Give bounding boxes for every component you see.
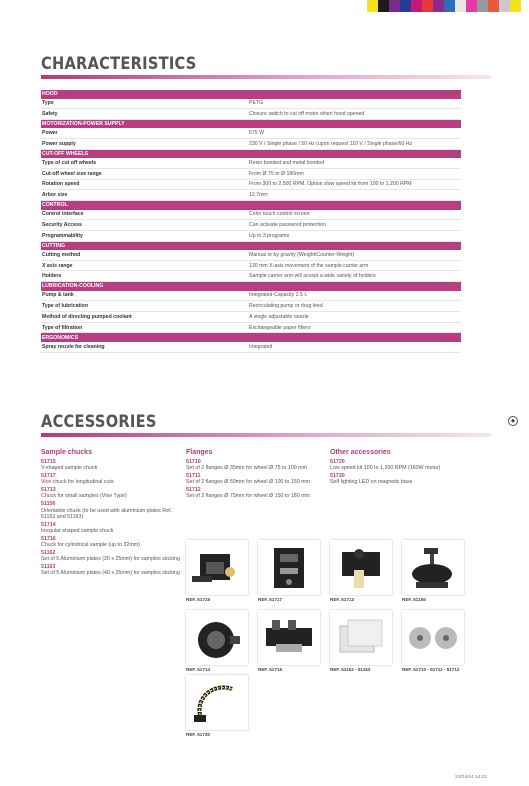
- color-swatch: [400, 0, 411, 12]
- accessories-underline: [41, 433, 491, 437]
- product-image: [402, 610, 464, 665]
- row-label: Pump & tank: [42, 292, 74, 299]
- accessory-desc: Set of 5 Aluminium plates (40 x 25mm) for samples sticking: [41, 570, 180, 577]
- row-label: Control interface: [42, 211, 84, 218]
- table-row: [41, 261, 461, 272]
- orientable-chuck-icon: [402, 540, 464, 595]
- accessory-item: [41, 522, 181, 535]
- accessory-ref: 51716: [41, 535, 56, 542]
- accessory-desc: Low speed kit 100 to 1,200 RPM (160W motor): [330, 465, 441, 472]
- row-label: Type of filtration: [42, 324, 83, 331]
- table-row: [41, 323, 461, 334]
- row-label: Cut-off wheel size range: [42, 170, 102, 177]
- led-lamp-icon: [186, 675, 248, 730]
- accessory-ref: 51713: [41, 487, 56, 494]
- table-row: [41, 220, 461, 231]
- row-value: 130 mm X-axis movement of the sample carrier arm: [249, 262, 369, 269]
- row-value: Integrated-Capacity 2.5 L: [249, 292, 308, 299]
- product-image: [258, 540, 320, 595]
- color-swatch: [411, 0, 422, 12]
- sample-chucks-title: Sample chucks: [41, 449, 92, 456]
- accessory-item: [186, 487, 316, 500]
- section-label: CONTROL: [42, 202, 68, 209]
- color-swatch: [378, 0, 389, 12]
- table-section-header: [41, 120, 461, 129]
- row-value: Can activate password protection: [249, 222, 326, 229]
- accessory-ref: 51730: [330, 473, 345, 480]
- row-label: Type: [42, 100, 54, 107]
- product-caption: REF. 51710 - 51711 - 51712: [402, 667, 460, 672]
- section-label: CUTTING: [42, 242, 66, 249]
- longitudinal-vice-icon: [258, 540, 320, 595]
- accessory-ref: 51712: [186, 487, 201, 494]
- row-label: Rotation speed: [42, 181, 80, 188]
- row-label: Cutting method: [42, 251, 81, 258]
- accessory-ref: 51162: [41, 549, 56, 556]
- flanges-list: [186, 459, 316, 501]
- table-section-header: [41, 201, 461, 210]
- table-section-header: [41, 242, 461, 251]
- accessory-desc: V-shaped sample chuck: [41, 465, 98, 472]
- irregular-chuck-icon: [186, 610, 248, 665]
- table-row: [41, 128, 461, 139]
- accessory-desc: Set of 2 flanges Ø 50mm for wheel Ø 100 to 150 mm: [186, 479, 310, 486]
- cylindrical-chuck-icon: [258, 610, 320, 665]
- row-label: Security Access: [42, 222, 82, 229]
- accessory-ref: 51720: [330, 459, 345, 465]
- table-row: [41, 190, 461, 201]
- other-accessories-list: [330, 459, 490, 487]
- accessory-desc: Self lighting LED on magnetic base: [330, 479, 413, 486]
- row-label: Arbor size: [42, 192, 68, 199]
- product-image: [330, 540, 392, 595]
- accessory-item: [41, 550, 181, 563]
- color-swatch: [367, 0, 378, 12]
- accessory-item: [186, 473, 316, 486]
- row-label: Safety: [42, 111, 58, 118]
- table-row: [41, 312, 461, 323]
- page-nav-icon[interactable]: ◆: [508, 416, 518, 426]
- accessory-desc: Chuck for small samples (Vise Type): [41, 493, 127, 500]
- accessory-desc: Set of 2 flanges Ø 35mm for wheel Ø 75 to 100 mm: [186, 465, 308, 472]
- product-caption: REF. 51715: [186, 597, 211, 602]
- accessory-item: [186, 459, 316, 472]
- accessory-desc: Orientable chuck (to be used with aluminium plates Ref. 51162 and 51163): [41, 507, 173, 520]
- product-caption: REF. 51162 - 51163: [330, 667, 371, 672]
- section-label: LUBRICATION-COOLING: [42, 283, 104, 290]
- product-caption: REF. 51156: [402, 597, 426, 602]
- color-swatch: [466, 0, 477, 12]
- table-row: [41, 342, 461, 353]
- row-value: Resin bonded and metal bonded: [249, 160, 324, 167]
- color-swatch: [477, 0, 488, 12]
- accessory-desc: Vice chuck for longitudinal cuts: [41, 479, 114, 486]
- product-image: [330, 610, 392, 665]
- flanges-title: Flanges: [186, 449, 213, 456]
- section-label: HOOD: [42, 91, 58, 98]
- characteristics-underline: [41, 75, 491, 79]
- product-image: [186, 675, 248, 730]
- row-label: Type of lubrication: [42, 303, 89, 310]
- footer-timestamp: 22/04/14 14:22: [455, 775, 488, 780]
- row-label: Method of directing pumped coolant: [42, 313, 132, 320]
- accessory-item: [41, 473, 181, 486]
- row-value: Recirculating pump or drug feed: [249, 303, 323, 310]
- table-row: [41, 139, 461, 150]
- row-label: Power supply: [42, 140, 76, 147]
- accessory-item: [41, 564, 181, 577]
- accessory-item: [41, 501, 181, 520]
- characteristics-table: [41, 90, 461, 353]
- table-row: [41, 210, 461, 221]
- table-row: [41, 291, 461, 302]
- product-image: [186, 610, 248, 665]
- product-image: [402, 540, 464, 595]
- row-value: 12.7mm: [249, 192, 268, 199]
- color-swatch: [499, 0, 510, 12]
- accessory-desc: Set of 2 flanges Ø 75mm for wheel Ø 150 to 180 mm: [186, 493, 310, 500]
- row-value: Color touch control screen: [249, 211, 310, 218]
- color-swatch: [389, 0, 400, 12]
- color-swatch: [444, 0, 455, 12]
- characteristics-title: CHARACTERISTICS: [41, 54, 197, 74]
- row-value: A single adjustable nozzle: [249, 313, 309, 320]
- accessory-ref: 51163: [41, 563, 56, 570]
- accessory-desc: Set of 5 Aluminium plates (20 x 25mm) for samples sticking: [41, 556, 180, 563]
- row-label: Holders: [42, 273, 62, 280]
- print-color-bar: [367, 0, 521, 12]
- accessory-desc: Irregular shaped sample chuck: [41, 527, 114, 534]
- row-label: Type of cut off wheels: [42, 160, 97, 167]
- vise-chuck-icon: [186, 540, 248, 595]
- small-sample-chuck-icon: [330, 540, 392, 595]
- accessory-ref: 51717: [41, 473, 56, 480]
- color-swatch: [510, 0, 521, 12]
- row-value: Closure switch to cut off motor when hood opened: [249, 111, 365, 118]
- accessories-title: ACCESSORIES: [41, 412, 157, 432]
- flanges-icon: [402, 610, 464, 665]
- row-value: From Ø 75 to Ø 180mm: [249, 170, 304, 177]
- table-row: [41, 109, 461, 120]
- table-row: [41, 231, 461, 242]
- accessory-item: [41, 536, 181, 549]
- sample-chucks-list: [41, 459, 181, 578]
- accessory-ref: 51714: [41, 521, 56, 528]
- accessory-item: [41, 459, 181, 472]
- row-value: Manual or by gravity (Weight/Counter-Weight): [249, 251, 355, 258]
- product-image: [258, 610, 320, 665]
- product-caption: REF. 51714: [186, 667, 211, 672]
- row-label: Programmability: [42, 232, 83, 239]
- section-label: ERGONOMICS: [42, 334, 79, 341]
- color-swatch: [455, 0, 466, 12]
- table-row: [41, 271, 461, 282]
- table-row: [41, 180, 461, 191]
- row-label: Spray nozzle for cleaning: [42, 343, 105, 350]
- accessory-desc: Chuck for cylindrical sample (up to 32mm): [41, 542, 140, 549]
- other-accessories-title: Other accessories: [330, 449, 391, 456]
- accessory-ref: 51711: [186, 473, 201, 480]
- product-image: [186, 540, 248, 595]
- row-value: Integrated: [249, 343, 273, 350]
- table-row: [41, 250, 461, 261]
- table-section-header: [41, 90, 461, 99]
- color-swatch: [488, 0, 499, 12]
- color-swatch: [422, 0, 433, 12]
- accessory-item: [330, 473, 490, 486]
- row-value: 575 W: [249, 130, 264, 137]
- accessory-item: [41, 487, 181, 500]
- table-section-header: [41, 282, 461, 291]
- table-section-header: [41, 333, 461, 342]
- product-caption: REF. 51716: [258, 667, 283, 672]
- product-caption: REF. 51730: [186, 732, 211, 737]
- section-label: CUT-OFF WHEELS: [42, 151, 89, 157]
- table-row: [41, 99, 461, 110]
- color-swatch: [433, 0, 444, 12]
- row-label: X axis range: [42, 262, 73, 269]
- aluminium-plates-icon: [330, 610, 392, 665]
- accessory-item: [330, 459, 490, 472]
- accessory-ref: 51156: [41, 501, 56, 508]
- row-value: From 300 to 2,500 RPM. Option slow speed kit from 100 to 1,200 RPM: [249, 181, 412, 188]
- table-row: [41, 301, 461, 312]
- row-value: Sample carrier arm will accept a wide variety of holders: [249, 273, 376, 280]
- product-caption: REF. 51713: [330, 597, 355, 602]
- table-section-header: [41, 150, 461, 159]
- table-row: [41, 169, 461, 180]
- row-value: Up to 3 programs: [249, 232, 290, 239]
- accessory-ref: 51715: [41, 459, 56, 465]
- table-row: [41, 158, 461, 169]
- accessory-ref: 51710: [186, 459, 201, 465]
- product-caption: REF. 51717: [258, 597, 283, 602]
- row-value: PETG: [249, 100, 264, 107]
- row-value: 230 V / Single phase / 50 Hz (upon request 110 V / Single phase/60 Hz: [249, 140, 413, 147]
- section-label: MOTORIZATION-POWER SUPPLY: [42, 121, 125, 128]
- row-label: Power: [42, 130, 58, 137]
- row-value: Exchangeable paper filters: [249, 324, 311, 331]
